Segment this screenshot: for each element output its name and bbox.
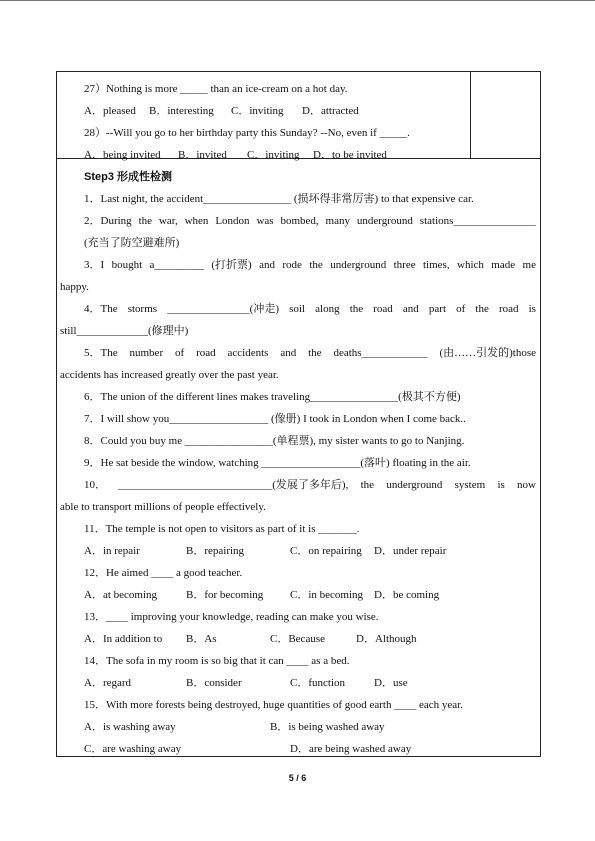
word: of [175, 347, 185, 359]
word: system [454, 479, 486, 491]
word: the [349, 303, 364, 315]
word: the [308, 347, 322, 359]
q13-option-d: D．Although [356, 633, 417, 645]
question-15: 15．With more forests being destroyed, huge quantities of good earth ____ each year. [84, 699, 463, 711]
word: deaths____________ [333, 347, 428, 359]
word: rode [282, 259, 302, 271]
q27-option-a: A．pleased [84, 105, 136, 117]
q15-option-b: B．is being washed away [270, 721, 385, 733]
q13-option-b: B．As [186, 633, 217, 645]
word: a_________ [149, 259, 204, 271]
page-number: 5 / 6 [288, 773, 307, 783]
question-4-line-2: still_____________(修理中) [60, 325, 189, 337]
q28-option-d: D．to be invited [313, 149, 387, 161]
q12-option-c: C．in becoming [290, 589, 364, 601]
word: underground [386, 479, 443, 491]
q15-option-c: C．are washing away [84, 743, 182, 755]
word: road [373, 303, 393, 315]
word: London [215, 215, 250, 227]
word: _______________(冲走) [167, 303, 279, 315]
word: ____________________________(发展了多年后), [118, 479, 349, 491]
question-2-line-2: (充当了防空避难所) [84, 237, 180, 249]
question-8: 8．Could you buy me ________________(单程票), my sister wants to go to Nanjing. [84, 435, 465, 447]
q12-option-b: B．for becoming [186, 589, 264, 601]
q15-option-a: A．is washing away [84, 721, 176, 733]
word: when [184, 215, 209, 227]
word: war, [158, 215, 178, 227]
word: is [497, 479, 505, 491]
word: (打折票) [211, 259, 252, 271]
word: underground [356, 215, 413, 227]
q27-option-d: D．attracted [302, 105, 359, 117]
q15-option-d: D．are being washed away [290, 743, 412, 755]
word: number [129, 347, 164, 359]
q14-option-a: A．regard [84, 677, 132, 689]
question-9: 9．He sat beside the window, watching __________________(落叶) floating in the air. [84, 457, 471, 469]
question-1: 1．Last night, the accident________________ (损坏得非常厉害) to that expensive car. [84, 193, 474, 205]
q14-option-c: C．function [290, 677, 345, 689]
word: the [138, 215, 153, 227]
q27-option-c: C．inviting [231, 105, 284, 117]
word: was [256, 215, 274, 227]
word: underground [330, 259, 387, 271]
question-11: 11．The temple is not open to visitors as part of it is _______. [84, 523, 360, 535]
word: made [491, 259, 516, 271]
q14-option-b: B．consider [186, 677, 242, 689]
question-12: 12．He aimed ____ a good teacher. [84, 567, 243, 579]
word: and [280, 347, 297, 359]
word: 4．The [84, 303, 118, 315]
column-divider [470, 72, 471, 158]
word: and [402, 303, 419, 315]
q28-option-c: C．inviting [247, 149, 300, 161]
question-5-line-2: accidents has increased greatly over the past year. [60, 369, 279, 381]
question-3-line-1 [84, 258, 536, 272]
question-5-line-1 [84, 346, 536, 360]
word: bombed, [280, 215, 319, 227]
q14-option-d: D．use [374, 677, 408, 689]
word: me [522, 259, 536, 271]
word: the [309, 259, 323, 271]
q12-option-a: A．at becoming [84, 589, 158, 601]
word: stations_______________ [419, 215, 536, 227]
word: 5．The [84, 347, 118, 359]
question-10-line-1 [84, 478, 536, 492]
page-top-rule [0, 0, 595, 1]
word: accidents [227, 347, 269, 359]
question-3-line-2: happy. [60, 281, 89, 293]
question-14: 14．The sofa in my room is so big that it can ____ as a bed. [84, 655, 350, 667]
q13-option-c: C．Because [270, 633, 325, 645]
question-10-line-2: able to transport millions of people effectively. [60, 501, 266, 513]
word: of [456, 303, 466, 315]
q28-option-b: B．invited [178, 149, 227, 161]
word: bought [111, 259, 143, 271]
word: road [498, 303, 519, 315]
word: 2．During [84, 215, 132, 227]
word: times, [423, 259, 450, 271]
question-13: 13．____ improving your knowledge, reading can make you wise. [84, 611, 379, 623]
word: which [457, 259, 484, 271]
word: 3．I [84, 259, 105, 271]
word: storms [127, 303, 158, 315]
word: (由……引发的)those [439, 347, 536, 359]
question-4-line-1 [84, 302, 536, 316]
question-27: 27）Nothing is more _____ than an ice-cream on a hot day. [84, 83, 348, 95]
section-title: Step3 形成性检测 [84, 171, 173, 183]
word: road [196, 347, 216, 359]
word: and [259, 259, 275, 271]
question-2-line-1 [84, 214, 536, 228]
word: many [325, 215, 350, 227]
q11-option-b: B．repairing [186, 545, 245, 557]
question-7: 7．I will show you__________________ (像册) I took in London when I come back.. [84, 413, 466, 425]
q13-option-a: A．In addition to [84, 633, 163, 645]
word: the [360, 479, 375, 491]
question-28: 28）--Will you go to her birthday party this Sunday? --No, even if _____. [84, 127, 410, 139]
word: 10． [84, 479, 106, 491]
q27-option-b: B．interesting [149, 105, 214, 117]
word: is [528, 303, 536, 315]
word: three [393, 259, 416, 271]
q28-option-a: A．being invited [84, 149, 161, 161]
q11-option-d: D．under repair [374, 545, 447, 557]
word: part [428, 303, 447, 315]
word: now [517, 479, 536, 491]
q11-option-a: A．in repair [84, 545, 140, 557]
q12-option-d: D．be coming [374, 589, 440, 601]
word: along [315, 303, 340, 315]
word: the [475, 303, 489, 315]
question-6: 6．The union of the different lines makes traveling________________(极其不方便) [84, 391, 461, 403]
q11-option-c: C．on repairing [290, 545, 362, 557]
word: soil [289, 303, 306, 315]
